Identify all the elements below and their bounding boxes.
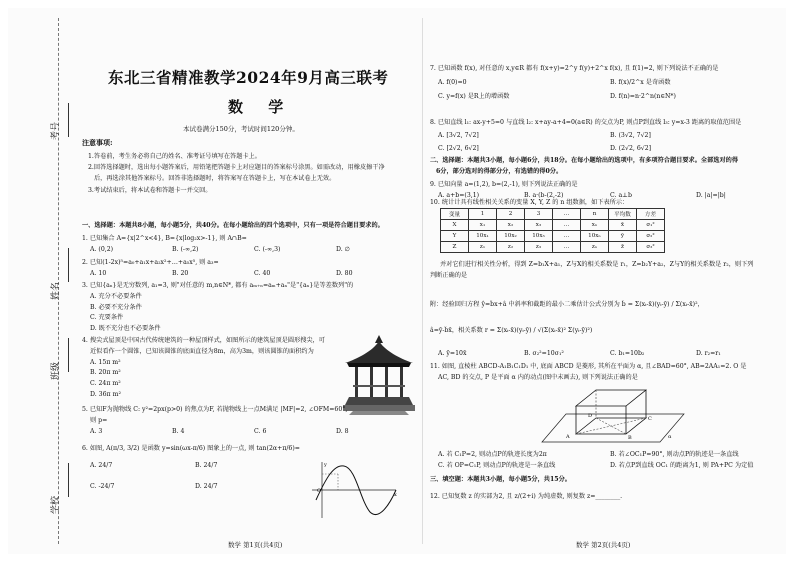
option-b: B. (3√2, 7√2] [610, 131, 651, 139]
question-options [430, 461, 782, 472]
question-stem-cont: 则 p= [90, 416, 108, 424]
table-cell: σ₃² [637, 242, 665, 253]
table-row [441, 231, 665, 242]
question-options [82, 427, 418, 438]
question-text: 判断正确的是 [430, 271, 468, 279]
table-row [441, 220, 665, 231]
question-stem: 2. 已知(1-2x)⁵=a₀+a₁x+a₂x²+…+a₅x⁵, 则 a₃= [82, 259, 219, 266]
option-a: A. [3√2, 7√2] [438, 131, 479, 139]
table-cell: n [581, 209, 609, 220]
table-row [441, 209, 665, 220]
option-b: B. (-∞,2) [172, 245, 199, 253]
question-options [82, 482, 300, 493]
option-c: C. 若 OP=C₁P, 则动点P的轨迹是一条直线 [438, 461, 556, 469]
question-options [430, 131, 782, 142]
table-cell: 平均数 [609, 209, 637, 220]
question-5 [82, 405, 418, 437]
table-cell: x₁ [469, 220, 497, 231]
option-a: A. 若 C₁P=2, 则动点P的轨迹长度为2π [438, 451, 547, 458]
option-b: B. 20π m² [90, 369, 121, 377]
question-1 [82, 234, 418, 256]
section-3-heading [430, 475, 782, 486]
binding-label-exam-number: 考号 [51, 121, 61, 140]
notice-item: 1.答卷前，考生务必将自己的姓名、准考证号填写在答题卡上。 [88, 153, 261, 160]
svg-text:B: B [628, 435, 632, 441]
option-b: B. σ₂²=10σ₁² [524, 350, 564, 358]
binding-fill-line [68, 338, 69, 372]
option-b: B. f(x)/2^x 是奇函数 [610, 78, 671, 86]
option-a: A. f(0)=0 [438, 78, 467, 86]
option-c: C. a⊥b [610, 191, 632, 199]
option-b: B. 24/7 [195, 461, 218, 469]
pavilion-image [343, 333, 415, 415]
question-stem: 6. 如图, A(π/3, 3/2) 是函数 y=sin(ωx-π/6) 图象上的一点, 则 tan(2α+π/6)= [82, 445, 300, 452]
table-cell: X [441, 220, 469, 231]
option-c: C. 6 [254, 427, 267, 435]
question-stem-cont: 近似看作一个圆锥，已知该圆锥的底面直径为8m，高为3m，则该圆锥的面积约为 [90, 347, 314, 355]
question-stem: 5. 已知F为抛物线 C: y²=2px(p>0) 的焦点为F, 若抛物线上一点M满足 |MF|=2, ∠OFM=60°, [82, 406, 348, 413]
question-stem: 1. 已知集合 A={x|2^x<4}, B={x|log₂x>-1}, 则 A∩B= [82, 235, 247, 242]
question-12 [430, 492, 782, 503]
table-cell: 2 [497, 209, 525, 220]
table-cell: xₙ [581, 220, 609, 231]
question-7 [430, 64, 782, 102]
table-cell: ȳ [609, 231, 637, 242]
option-d: D. 36π m² [90, 390, 121, 398]
option-d: D. 既不充分也不必要条件 [90, 325, 161, 333]
svg-text:α: α [668, 434, 672, 440]
option-d: D. r₂=r₁ [696, 350, 721, 358]
statistics-table [440, 208, 665, 253]
section-2-text-cont: 6分，部分选对的得部分分，有选错的得0分。 [436, 167, 563, 175]
svg-text:C: C [648, 416, 652, 422]
question-options [430, 349, 782, 360]
question-options [430, 92, 782, 103]
table-cell: … [553, 231, 581, 242]
table-cell: Y [441, 231, 469, 242]
option-d: D. 8 [336, 427, 349, 435]
table-cell: 10x₁ [469, 231, 497, 242]
question-10-body [430, 260, 782, 360]
section-1-heading [82, 221, 418, 232]
option-d: D. f(n)=n·2^n(n∈N*) [610, 92, 676, 100]
question-text: 并对它们进行相关性分析，得到 Z=b₁X+a₁，Z与X的相关系数是 r₁，Z=b₂Y+a₂，Z与Y的相关系数是 r₂，则下列 [440, 261, 754, 268]
table-cell: z₁ [469, 242, 497, 253]
page-divider [422, 18, 423, 544]
option-b: B. 必要不充分条件 [90, 303, 142, 311]
option-a: A. (0,2) [90, 245, 114, 253]
svg-text:x: x [394, 492, 397, 498]
option-c: C. b₁=10b₂ [610, 350, 645, 358]
table-cell: 10xₙ [581, 231, 609, 242]
table-cell: 变量 [441, 209, 469, 220]
table-row [441, 242, 665, 253]
table-cell: 3 [525, 209, 553, 220]
option-b: B. a·(b-(2,-2) [524, 191, 564, 199]
binding-fill-line [68, 248, 69, 282]
sine-graph [308, 460, 398, 520]
notice-item: 3.考试结束后，将本试卷和答题卡一并交回。 [88, 186, 212, 194]
option-a: A. ȳ=10x̄ [438, 350, 467, 358]
question-options [82, 245, 418, 256]
section-2-heading [430, 156, 782, 178]
question-stem: 9. 已知向量 a=(1,2), b=(2,-1), 则下列说法正确的是 [430, 181, 578, 188]
option-c: C. (-∞,3) [254, 245, 281, 253]
question-options [82, 461, 300, 472]
question-stem: 4. 搜尖式屋顶是中国古代传统建筑的一种屋顶样式，如图所示的建筑屋顶是圆形搜尖，可 [82, 337, 325, 344]
table-cell: 10x₃ [525, 231, 553, 242]
table-cell: x₃ [525, 220, 553, 231]
question-stem: 11. 如图, 直棱柱 ABCD-A₁B₁C₁D₁ 中, 底面 ABCD 是菱形, 其所在平面为 α, 且∠BAD=60°, AB=2AA₁=2. O 是 [430, 363, 747, 370]
option-c: C. 24π m² [90, 380, 121, 388]
question-options [430, 144, 782, 155]
prism-figure [536, 386, 686, 448]
svg-text:D: D [588, 413, 593, 419]
option-a: A. 充分不必要条件 [90, 292, 142, 300]
binding-fill-line [68, 103, 69, 137]
table-cell: 10x₂ [497, 231, 525, 242]
option-c: C. 充要条件 [90, 314, 124, 322]
option-a: A. 3 [90, 427, 103, 435]
question-stem: 8. 已知直线 l₁: ax-y+5=0 与直线 l₂: x+ay-a+4=0(a∈R) 的交点为P, 则点P到直线 l₃: y=x-3 距离的取值范围是 [430, 119, 742, 126]
question-8 [430, 118, 782, 154]
option-b: B. 4 [172, 427, 185, 435]
option-a: A. 15π m² [90, 358, 121, 366]
option-c: C. -24/7 [90, 482, 115, 490]
question-4 [82, 336, 344, 401]
option-c: C. 40 [254, 269, 271, 277]
question-options [430, 450, 782, 461]
table-cell: σ₁² [637, 220, 665, 231]
option-d: D. 80 [336, 269, 353, 277]
table-cell: z₂ [497, 242, 525, 253]
table-cell: … [553, 209, 581, 220]
binding-fill-line [68, 463, 69, 497]
notice-item: 后，再选涂其他答案标号。回答非选择题时，将答案写在答题卡上，写在本试卷上无效。 [94, 175, 336, 183]
table-cell: zₙ [581, 242, 609, 253]
question-options [82, 269, 418, 280]
exam-sheet [8, 8, 786, 554]
section-3-text: 三、填空题：本题共3小题，每小题5分，共15分。 [430, 476, 571, 483]
question-stem-cont: AC, BD 的交点, P 是平面 α 内的动点(图中未画去), 则下列说法正确的是 [438, 373, 638, 381]
exam-meta: 本试卷满分150分，考试时间120分钟。 [183, 125, 299, 133]
binding-label-school: 学校 [51, 495, 61, 514]
svg-text:O: O [317, 488, 322, 494]
notice-item: 2.回答选择题时，选出每小题答案后，用铅笔把答题卡上对应题目的答案标号涂黑。如需改动，用橡皮擦干净 [88, 164, 385, 172]
table-cell: Z [441, 242, 469, 253]
subject-title: 数 学 [228, 98, 294, 116]
question-options [430, 78, 782, 89]
question-11-options [430, 450, 782, 472]
question-stem: 3. 已知{aₙ}是无穷数列, a₁=3, 则"对任意的 m,n∈N*, 都有 aₘ₊ₙ=aₘ+aₙ"是"{aₙ}是等差数列"的 [82, 282, 354, 289]
formula-text: â=ȳ-b̂x̄，相关系数 r = Σ(xᵢ-x̄)(yᵢ-ȳ) / √(Σ(xᵢ-x̄)² Σ(yᵢ-ȳ)²) [430, 327, 593, 335]
binding-label-class: 班级 [51, 361, 61, 380]
svg-text:A: A [566, 434, 570, 440]
question-3 [82, 281, 418, 335]
page-footer: 数学 第1页(共4页) [228, 541, 283, 549]
question-stem: 10. 统计计具有线性相关关系的变量 X, Y, Z 的 n 组数据，如下表所示： [430, 199, 629, 206]
option-c: C. y=f(x) 是R上的增函数 [438, 92, 510, 100]
question-2 [82, 258, 418, 280]
table-cell: x̄ [609, 220, 637, 231]
question-stem: 7. 已知函数 f(x), 对任意的 x,y∈R 都有 f(x+y)=2^y f(y)+2^x f(x), 且 f(1)=2, 则下列说法不正确的是 [430, 65, 719, 72]
table-cell: … [553, 220, 581, 231]
section-1-text: 一、选择题：本题共8小题，每小题5分，共40分。在每小题给出的四个选项中，只有一项是符合题目要求的。 [82, 222, 384, 229]
option-b: B. 20 [172, 269, 189, 277]
option-a: A. 24/7 [90, 461, 113, 469]
option-d: D. 24/7 [195, 482, 218, 490]
option-b: B. 若∠OC₁P=90°, 则动点P的轨迹是一条直线 [610, 451, 739, 458]
binding-strip [8, 8, 72, 554]
table-cell: z̄ [609, 242, 637, 253]
page-footer: 数学 第2页(共4页) [576, 541, 631, 549]
table-cell: x₂ [497, 220, 525, 231]
option-d: D. (2√2, 6√2] [610, 144, 652, 152]
option-c: C. [2√2, 6√2] [438, 144, 479, 152]
question-11 [430, 362, 782, 384]
svg-text:y: y [324, 462, 327, 468]
option-d: D. ∅ [336, 245, 351, 253]
notice-heading: 注意事项: [82, 138, 113, 147]
question-stem: 12. 已知复数 z 的实部为2, 且 z/(2+i) 为纯虚数, 则复数 z=________. [430, 493, 623, 500]
notice-list [88, 151, 413, 196]
option-a: A. 10 [90, 269, 107, 277]
exam-title: 东北三省精准教学2024年9月高三联考 [108, 68, 389, 87]
option-d: D. |a|=|b| [696, 191, 726, 199]
section-2-text: 二、选择题：本题共3小题，每小题6分，共18分。在每小题给出的选项中，有多项符合题目要求。全部选对的得 [430, 157, 739, 164]
option-a: A. a+b=(3,1) [438, 191, 480, 199]
table-cell: 方差 [637, 209, 665, 220]
binding-label-name: 姓名 [51, 281, 61, 300]
table-cell: σ₂² [637, 231, 665, 242]
table-cell: 1 [469, 209, 497, 220]
table-cell: … [553, 242, 581, 253]
formula-text: 附：经验回归方程 ŷ=b̂x+â 中斜率和截距的最小二乘估计公式分别为 b̂ = Σ(xᵢ-x̄)(yᵢ-ȳ) / Σ(xᵢ-x̄)²， [430, 300, 704, 308]
option-d: D. 若点P到直线 OC₁ 的距离为1, 则 PA+PC 为定值 [610, 461, 754, 469]
table-cell: z₃ [525, 242, 553, 253]
